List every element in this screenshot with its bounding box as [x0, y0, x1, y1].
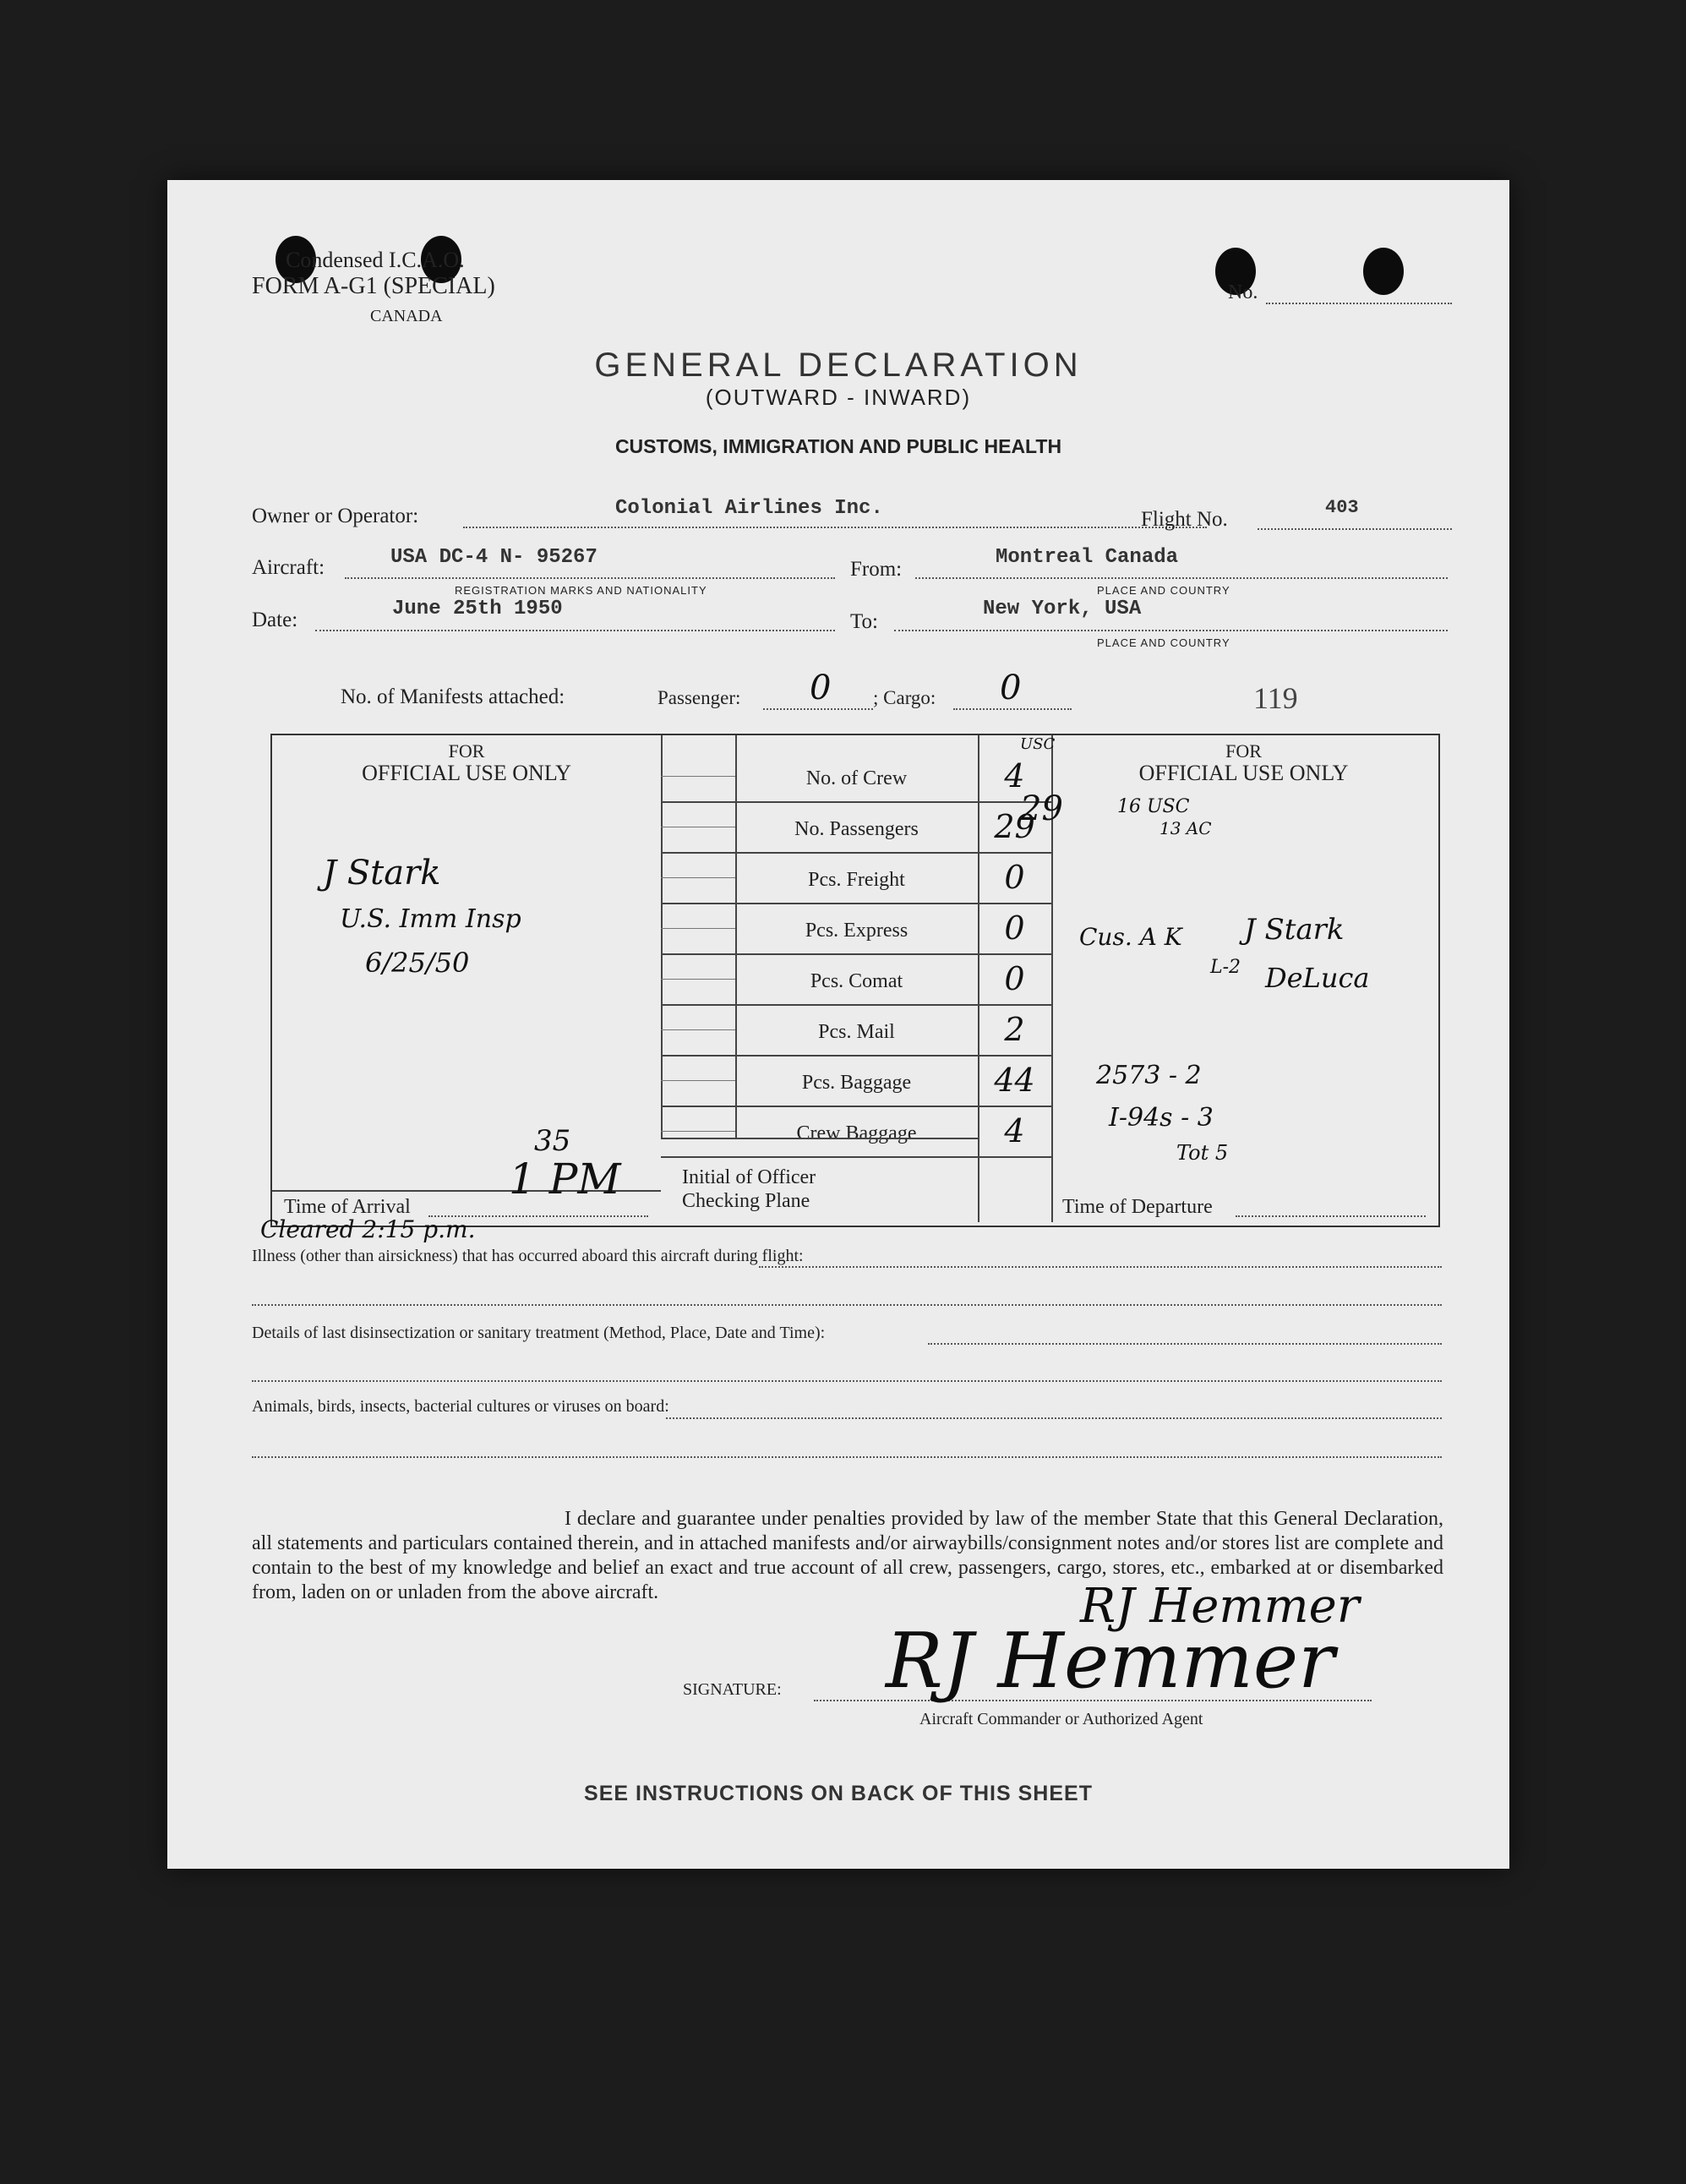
right-official-label: OFFICIAL USE ONLY	[1138, 761, 1349, 785]
initial-label: Initial of Officer	[682, 1166, 816, 1188]
date-line	[315, 630, 835, 631]
signer-caption: Aircraft Commander or Authorized Agent	[919, 1710, 1203, 1728]
customs-code: L-2	[1210, 957, 1241, 978]
aircraft-value: USA DC-4 N- 95267	[390, 546, 597, 569]
table-row-label: Pcs. Comat	[810, 970, 903, 992]
cargo-value: 0	[1000, 669, 1022, 707]
passenger-value: 0	[810, 669, 832, 707]
table-row-label: Pcs. Freight	[808, 869, 905, 891]
country-label: CANADA	[370, 307, 443, 325]
time-arrival-minutes: 35	[534, 1124, 571, 1158]
pax-note-2: 13 AC	[1159, 818, 1212, 838]
table-row-value: 0	[1004, 960, 1025, 997]
time-departure-label: Time of Departure	[1062, 1196, 1213, 1218]
table-row-label: No. Passengers	[794, 818, 919, 840]
manifests-label: No. of Manifests attached:	[341, 685, 565, 708]
date-label: Date:	[252, 609, 298, 631]
table-row-value: 2	[1004, 1011, 1025, 1048]
time-arrival-value: 1 PM	[509, 1155, 621, 1204]
from-label: From:	[850, 558, 903, 581]
aircraft-caption: REGISTRATION MARKS AND NATIONALITY	[455, 584, 707, 597]
aircraft-label: Aircraft:	[252, 556, 325, 579]
punch-hole	[1363, 248, 1404, 295]
animals-line	[666, 1417, 1442, 1419]
table-row-value: 0	[1004, 859, 1025, 896]
disinsect-line-2	[252, 1380, 1442, 1382]
checking-label: Checking Plane	[682, 1190, 810, 1212]
form-subject: CUSTOMS, IMMIGRATION AND PUBLIC HEALTH	[614, 435, 1062, 457]
passenger-label: Passenger:	[657, 687, 741, 708]
manifest-table	[270, 734, 1440, 1227]
signature-image-2: RJ Hemmer	[1080, 1579, 1360, 1634]
cargo-line	[953, 708, 1072, 710]
officer-title: U.S. Imm Insp	[340, 904, 521, 934]
to-label: To:	[850, 610, 878, 633]
table-row-value: 4	[1004, 1112, 1025, 1149]
table-row-value: 44	[994, 1062, 1035, 1099]
from-caption: PLACE AND COUNTRY	[1097, 584, 1230, 597]
signature-label: SIGNATURE:	[683, 1680, 782, 1699]
customs-note: Cus. A K	[1079, 923, 1182, 951]
owner-label: Owner or Operator:	[252, 505, 419, 527]
table-row-label: Pcs. Express	[805, 920, 908, 942]
no-label: No.	[1228, 281, 1258, 303]
flight-label: Flight No.	[1141, 508, 1228, 531]
flight-value: 403	[1325, 497, 1359, 518]
signature-image: RJ Hemmer	[886, 1617, 1335, 1706]
flight-line	[1258, 528, 1452, 530]
form-subtitle: (OUTWARD - INWARD)	[705, 385, 972, 410]
table-row-tick	[661, 928, 735, 929]
table-row-divider	[661, 953, 1051, 955]
form-title: GENERAL DECLARATION	[594, 347, 1083, 384]
col-divider	[661, 735, 663, 1138]
table-row-tick	[661, 1080, 735, 1081]
cargo-label: ; Cargo:	[873, 687, 936, 708]
declaration-text: I declare and guarantee under penalties provided by law of the member State that this General Declaration, all statements and particulars contained therein, and in attached manifests and/or airwaybills/consignment notes and/or stores list are complete and contain to the best of my knowledge and belief an exact and true account of all crew, passengers, cargo, stores, etc., embarked at or disembarked from, laden on or unladen from the above aircraft.	[252, 1508, 1443, 1603]
table-row-tick	[661, 1029, 735, 1030]
table-row-divider	[661, 1156, 1051, 1158]
table-row-tick	[661, 776, 735, 777]
table-row-value: 4	[1004, 757, 1025, 794]
table-row-tick	[661, 979, 735, 980]
table-row-label: No. of Crew	[805, 767, 908, 789]
bag-note-1: 2573 - 2	[1096, 1061, 1202, 1090]
footer-instructions: SEE INSTRUCTIONS ON BACK OF THIS SHEET	[584, 1782, 1093, 1805]
table-row-divider	[661, 903, 1051, 904]
pax-note: 16 USC	[1117, 796, 1190, 817]
initial-divider	[661, 1138, 978, 1139]
table-row-tick	[661, 1131, 735, 1132]
table-row-divider	[661, 1106, 1051, 1107]
table-row-tick	[661, 877, 735, 878]
table-row-label: Crew Baggage	[796, 1122, 917, 1144]
illness-line	[759, 1266, 1442, 1268]
left-for-label: FOR	[448, 740, 485, 762]
right-for-label: FOR	[1225, 740, 1262, 762]
time-departure-line	[1236, 1215, 1426, 1217]
table-row-divider	[661, 801, 1051, 803]
officer-date: 6/25/50	[365, 947, 470, 979]
aircraft-line	[345, 577, 835, 579]
table-row-value: 0	[1004, 909, 1025, 947]
cleared-note: Cleared 2:15 p.m.	[260, 1215, 476, 1243]
to-value: New York, USA	[983, 598, 1142, 620]
passenger-line	[763, 708, 873, 710]
form-number: FORM A-G1 (SPECIAL)	[252, 273, 495, 299]
condensed-label: Condensed I.C.A.O.	[286, 248, 465, 272]
bag-note-2: I-94s - 3	[1109, 1103, 1214, 1133]
illness-label: Illness (other than airsickness) that has occurred aboard this aircraft during flight:	[252, 1247, 804, 1265]
animals-line-2	[252, 1456, 1442, 1458]
officer-signature: J Stark	[323, 854, 441, 893]
from-value: Montreal Canada	[996, 546, 1179, 569]
left-official-label: OFFICIAL USE ONLY	[362, 761, 571, 785]
pax-total: 29	[1020, 789, 1063, 828]
animals-label: Animals, birds, insects, bacterial cultures or viruses on board:	[252, 1397, 669, 1416]
crew-note: USC	[1020, 735, 1056, 753]
declaration-form	[167, 180, 1509, 1869]
table-row-value: 29	[994, 808, 1035, 845]
from-line	[915, 577, 1448, 579]
table-row-divider	[661, 1004, 1051, 1006]
disinsect-line	[928, 1343, 1442, 1345]
table-row-divider	[661, 1055, 1051, 1057]
date-value: June 25th 1950	[392, 598, 563, 620]
table-row-label: Pcs. Baggage	[801, 1072, 912, 1094]
illness-line-2	[252, 1304, 1442, 1306]
table-row-divider	[661, 852, 1051, 854]
disinsect-label: Details of last disinsectization or sanitary treatment (Method, Place, Date and Time):	[252, 1324, 826, 1342]
table-row-label: Pcs. Mail	[818, 1021, 895, 1043]
sheet-number: 119	[1253, 681, 1298, 715]
customs-name: DeLuca	[1265, 962, 1370, 994]
time-arrival-label: Time of Arrival	[284, 1196, 411, 1218]
to-line	[894, 630, 1448, 631]
to-caption: PLACE AND COUNTRY	[1097, 636, 1230, 649]
customs-signature: J Stark	[1244, 913, 1345, 947]
owner-value: Colonial Airlines Inc.	[615, 497, 883, 520]
no-field	[1266, 303, 1452, 304]
bag-note-3: Tot 5	[1176, 1141, 1229, 1165]
owner-line	[463, 527, 1207, 528]
